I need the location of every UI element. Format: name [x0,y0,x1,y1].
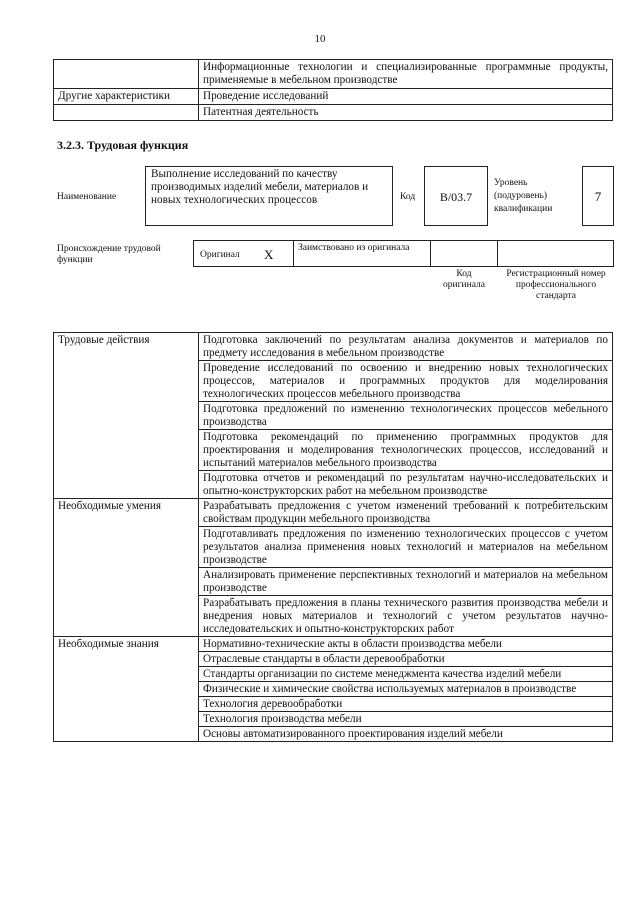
list-item: Подготовка предложений по изменению технологических процессов мебельного производства [199,402,613,430]
list-item: Проведение исследований по освоению и внедрению новых технологических процессов, материалов и программных продуктов для моделирования технологических процессов мебельного производства [199,361,613,402]
list-item: Подготовка отчетов и рекомендаций по результатам научно-исследовательских и опытно-конструкторских работ на мебельном производстве [199,471,613,499]
code-label: Код [400,192,416,202]
origin-label: Происхождение трудовой функции [57,244,161,265]
level-value: 7 [582,166,614,226]
table-row [54,105,613,121]
section-title: 3.2.3. Трудовая функция [57,138,189,152]
name-label: Наименование [57,192,117,202]
row-value: Патентная деятельность [199,105,613,121]
row-value: Проведение исследований [199,89,613,105]
list-item: Отраслевые стандарты в области деревообработки [199,652,613,667]
table-row [54,89,613,105]
table-row [54,60,613,89]
code-caption: Код оригинала [443,269,485,290]
list-item: Подготовка рекомендаций по применению программных продуктов для проектирования и моделирования технологических процессов, исследований и испытаний материалов мебельного производства [199,430,613,471]
page-number: 10 [314,33,326,45]
divider [430,240,431,267]
list-item: Нормативно-технические акты в области производства мебели [199,637,613,652]
list-item: Основы автоматизированного проектирования изделий мебели [199,727,613,742]
group-label: Необходимые знания [54,637,199,742]
table-row [54,333,613,361]
original-mark: X [264,247,274,262]
borrowed-label: Заимствовано из оригинала [298,243,410,253]
row-label: Другие характеристики [54,89,199,105]
list-item: Разрабатывать предложения в планы технического развития производства мебели и внедрения новых материалов и технологий с учетом результатов научно-исследовательских и опытно-конструкторских работ [199,596,613,637]
list-item: Подготовка заключений по результатам анализа документов и материалов по предмету исследования в мебельном производстве [199,333,613,361]
divider [497,240,498,267]
row-label [54,60,199,89]
level-label: Уровень (подуровень) квалификации [494,178,553,214]
list-item: Физические и химические свойства используемых материалов в производстве [199,682,613,697]
table-row [54,637,613,652]
table-row [54,499,613,527]
function-details-table [53,332,613,742]
list-item: Разрабатывать предложения с учетом изменений требований к потребительским свойствам продукции мебельного производства [199,499,613,527]
original-label: Оригинал [200,250,240,260]
function-name: Выполнение исследований по качеству производимых изделий мебели, материалов и новых технологических процессов [145,166,393,226]
row-value: Информационные технологии и специализированные программные продукты, применяемые в мебельном производстве [199,60,613,89]
group-label: Трудовые действия [54,333,199,499]
divider [293,240,294,267]
row-label [54,105,199,121]
list-item: Технология производства мебели [199,712,613,727]
list-item: Технология деревообработки [199,697,613,712]
function-code: B/03.7 [424,166,488,226]
characteristics-table [53,59,613,121]
list-item: Стандарты организации по системе менеджмента качества изделий мебели [199,667,613,682]
reg-caption: Регистрационный номер профессионального стандарта [506,269,606,301]
list-item: Анализировать применение перспективных технологий и материалов на мебельном производстве [199,568,613,596]
list-item: Подготавливать предложения по изменению технологических процессов с учетом результатов анализа применения новых технологий и материалов на мебельном производстве [199,527,613,568]
group-label: Необходимые умения [54,499,199,637]
